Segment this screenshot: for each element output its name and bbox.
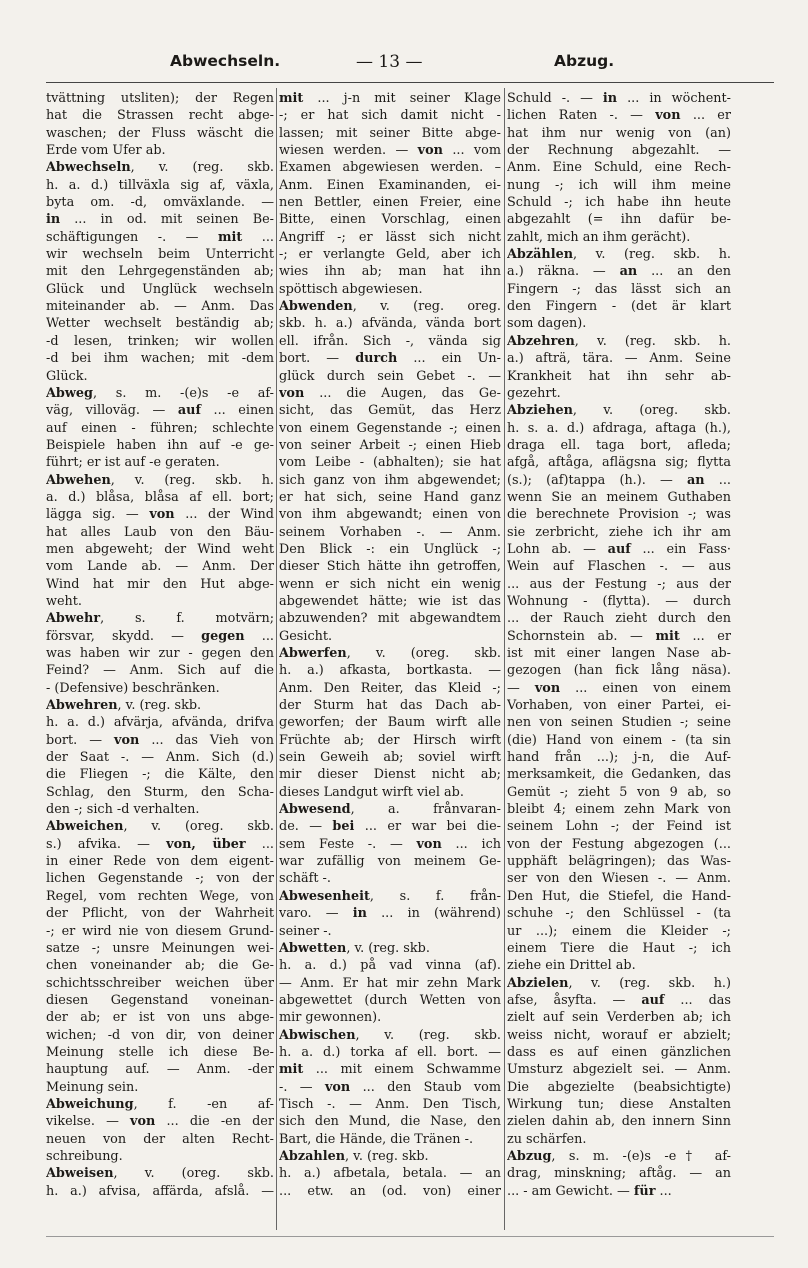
entry-line: zielen dahin ab, den innern Sinn (507, 1114, 731, 1130)
entry-line: a.) räkna. — an ... an den (507, 264, 731, 280)
footer-rule (46, 1236, 774, 1237)
entry-line: Bitte, einen Vorschlag, einen (279, 212, 501, 228)
entry-line: de. — bei ... er war bei die- (279, 819, 501, 835)
entry-line: Abweisen, v. (oreg. skb. (46, 1166, 274, 1182)
entry-line: nen Bettler, einen Freier, eine (279, 195, 501, 211)
entry-line: bleibt 4; einem zehn Mark von (507, 802, 731, 818)
entry-line: abzuwenden? mit abgewandtem (279, 611, 501, 627)
entry-line: ... - am Gewicht. — für ... (507, 1183, 672, 1199)
entry-line: försvar, skydd. — gegen ... (46, 628, 274, 644)
entry-line: Bart, die Hände, die Tränen -. (279, 1131, 474, 1147)
entry-line: ... aus der Festung -; aus der (507, 576, 731, 592)
entry-line: von ihm abgewandt; einen von (279, 507, 501, 523)
entry-line: Glück. (46, 368, 88, 384)
column-2 (279, 90, 501, 1230)
entry-line: war zufällig von meinem Ge- (279, 854, 501, 870)
entry-line: sich den Mund, die Nase, den (279, 1114, 501, 1130)
entry-line: Gemüt -; zieht 5 von 9 ab, so (507, 784, 731, 800)
entry-line: Abzehren, v. (reg. skb. h. (507, 333, 731, 349)
entry-line: seinem Vorhaben -. — Anm. (279, 524, 501, 540)
entry-line: weiss nicht, worauf er abzielt; (507, 1027, 731, 1043)
entry-line: afgå, aftåga, aflägsna sig; flytta (507, 455, 731, 471)
entry-line: der Saat -. — Anm. Sich (d.) (46, 750, 274, 766)
entry-line: die Fliegen -; die Kälte, den (46, 767, 274, 783)
entry-line: Abwehen, v. (reg. skb. h. (46, 472, 274, 488)
header-right-catchword: Abzug. (554, 52, 615, 70)
entry-line: (die) Hand von einem - (ta sin (507, 732, 731, 748)
entry-line: satze -; unsre Meinungen wei- (46, 940, 274, 956)
entry-line: Abzahlen, v. (reg. skb. (279, 1148, 429, 1164)
entry-line: weht. (46, 593, 82, 609)
entry-line: abgezahlt (= ihn dafür be- (507, 212, 731, 228)
column-3 (507, 90, 731, 1230)
entry-line: Abweichung, f. -en af- (46, 1096, 274, 1112)
entry-line: wenn Sie an meinem Guthaben (507, 489, 731, 505)
entry-line: väg, villoväg. — auf ... einen (46, 403, 274, 419)
entry-line: nen von seinen Studien -; seine (507, 715, 731, 731)
entry-line: Examen abgewiesen werden. – (279, 160, 501, 176)
entry-line: ell. ifrån. Sich -, vända sig (279, 333, 501, 349)
entry-line: s.) afvika. — von, über ... (46, 836, 274, 852)
entry-line: - (Defensive) beschränken. (46, 680, 220, 696)
entry-line: schäft -. (279, 871, 331, 887)
entry-line: Anm. Eine Schuld, eine Rech- (507, 160, 731, 176)
entry-line: upphäft belägringen); das Was- (507, 854, 731, 870)
entry-line: Abweg, s. m. -(e)s -e af- (46, 385, 274, 401)
entry-line: Anm. Den Reiter, das Kleid -; (279, 680, 501, 696)
entry-line: Abzielen, v. (reg. skb. h.) (507, 975, 731, 991)
entry-line: vom Leibe - (abhalten); sie hat (279, 455, 501, 471)
entry-line: som dagen). (507, 316, 587, 332)
entry-line: Gesicht. (279, 628, 333, 644)
entry-line: h. s. a. d.) afdraga, aftaga (h.), (507, 420, 731, 436)
entry-line: Meinung stelle ich diese Be- (46, 1044, 274, 1060)
entry-line: h. a. d.) tillväxla sig af, växla, (46, 177, 274, 193)
entry-line: Krankheit hat ihn sehr ab- (507, 368, 731, 384)
entry-line: h. a.) afvisa, affärda, afslå. — (46, 1183, 274, 1199)
entry-line: hauptung auf. — Anm. -der (46, 1062, 274, 1078)
entry-line: Wirkung tun; diese Anstalten (507, 1096, 731, 1112)
entry-line: Schuld -; ich habe ihn heute (507, 195, 731, 211)
entry-line: vikelse. — von ... die -en der (46, 1114, 274, 1130)
entry-line: -; er hat sich damit nicht - (279, 108, 501, 124)
entry-line: varo. — in ... in (während) (279, 906, 501, 922)
entry-line: Feind? — Anm. Sich auf die (46, 663, 274, 679)
entry-line: h. a.) afbetala, betala. — an (279, 1166, 501, 1182)
entry-line: schuhe -; den Schlüssel - (ta (507, 906, 731, 922)
entry-line: abgewettet (durch Wetten von (279, 992, 501, 1008)
entry-line: men abgeweht; der Wind weht (46, 541, 274, 557)
entry-line: lichen Raten -. — von ... er (507, 108, 731, 124)
entry-line: sein Geweih ab; soviel wirft (279, 750, 501, 766)
entry-line: spöttisch abgewiesen. (279, 281, 423, 297)
entry-line: byta om. -d, omväxlande. — (46, 195, 274, 211)
entry-line: Abziehen, v. (oreg. skb. (507, 403, 731, 419)
entry-line: Abwehr, s. f. motvärn; (46, 611, 274, 627)
column-divider-2 (504, 88, 505, 1230)
entry-line: ... der Rauch zieht durch den (507, 611, 731, 627)
entry-line: sie zerbricht, ziehe ich ihr am (507, 524, 731, 540)
entry-line: Den Hut, die Stiefel, die Hand- (507, 888, 731, 904)
entry-line: sem Feste -. — von ... ich (279, 836, 501, 852)
entry-line: Wind hat mir den Hut abge- (46, 576, 274, 592)
running-header (44, 52, 774, 82)
entry-line: er hat sich, seine Hand ganz (279, 489, 501, 505)
entry-line: von der Festung abgezogen (... (507, 836, 731, 852)
entry-line: mit ... j-n mit seiner Klage (279, 91, 501, 106)
entry-line: Angriff -; er lässt sich nicht (279, 229, 501, 245)
entry-line: von ... die Augen, das Ge- (279, 385, 501, 401)
entry-line: seinem Lohn -; der Feind ist (507, 819, 731, 835)
entry-line: (s.); (af)tappa (h.). — an ... (507, 472, 731, 488)
entry-line: -. — von ... den Staub vom (279, 1079, 501, 1095)
entry-line: -d bei ihm wachen; mit -dem (46, 351, 274, 367)
entry-line: der Pflicht, von der Wahrheit (46, 906, 274, 922)
column-divider-1 (276, 88, 277, 1230)
entry-line: Beispiele haben ihn auf -e ge- (46, 437, 274, 453)
entry-line: von einem Gegenstande -; einen (279, 420, 501, 436)
entry-line: ist mit einer langen Nase ab- (507, 646, 731, 661)
entry-line: Anm. Einen Examinanden, ei- (279, 177, 501, 193)
entry-line: Den Blick -: ein Unglück -; (279, 541, 501, 557)
entry-line: hat alles Laub von den Bäu- (46, 524, 274, 540)
entry-line: sich ganz von ihm abgewendet; (279, 472, 501, 488)
entry-line: Abwischen, v. (reg. skb. (279, 1027, 501, 1043)
page-number: — 13 — (356, 52, 423, 72)
entry-line: a.) afträ, tära. — Anm. Seine (507, 351, 731, 367)
entry-line: von seiner Arbeit -; einen Hieb (279, 437, 501, 453)
entry-line: Abwesenheit, s. f. från- (279, 888, 501, 904)
entry-line: ziehe ein Drittel ab. (507, 958, 636, 974)
entry-line: lichen Gegenstande -; von der (46, 871, 274, 887)
entry-line: Wohnung - (flytta). — durch (507, 593, 731, 609)
entry-line: mir dieser Dienst nicht ab; (279, 767, 501, 783)
entry-line: -d lesen, trinken; wir wollen (46, 333, 274, 349)
entry-line: wichen; -d von dir, von deiner (46, 1027, 274, 1043)
entry-line: geworfen; der Baum wirft alle (279, 715, 501, 731)
entry-line: einem Tiere die Haut -; ich (507, 940, 731, 956)
entry-line: Wetter wechselt beständig ab; (46, 316, 274, 332)
entry-line: abgewendet hätte; wie ist das (279, 593, 501, 609)
entry-line: hat ihm nur wenig von (an) (507, 125, 731, 141)
entry-line: schreibung. (46, 1148, 123, 1164)
entry-line: — Anm. Er hat mir zehn Mark (279, 975, 501, 991)
entry-line: Abwerfen, v. (oreg. skb. (279, 646, 501, 661)
entry-line: Fingern -; das lässt sich an (507, 281, 731, 297)
entry-line: wenn er sich nicht ein wenig (279, 576, 501, 592)
entry-line: Lohn ab. — auf ... ein Fass· (507, 541, 731, 557)
entry-line: glück durch sein Gebet -. — (279, 368, 501, 384)
entry-line: ser von den Wiesen -. — Anm. (507, 871, 731, 887)
entry-line: wies ihn ab; man hat ihn (279, 264, 501, 280)
entry-line: wiesen werden. — von ... vom (279, 143, 501, 159)
entry-line: Abwetten, v. (reg. skb. (279, 940, 430, 956)
entry-line: Glück und Unglück wechseln (46, 281, 274, 297)
entry-line: merksamkeit, die Gedanken, das (507, 767, 731, 783)
entry-line: Abwehren, v. (reg. skb. (46, 698, 202, 714)
entry-line: hand från ...); j-n, die Auf- (507, 750, 731, 766)
entry-line: Umsturz abgezielt sei. — Anm. (507, 1062, 731, 1078)
entry-line: ... etw. an (od. von) einer (279, 1183, 501, 1199)
entry-line: Meinung sein. (46, 1079, 139, 1095)
entry-line: ur ...); einem die Kleider -; (507, 923, 731, 939)
entry-line: in einer Rede von dem eigent- (46, 854, 274, 870)
entry-line: Schornstein ab. — mit ... er (507, 628, 731, 644)
entry-line: was haben wir zur - gegen den (46, 646, 274, 661)
entry-line: schäftigungen -. — mit ... (46, 229, 274, 245)
entry-line: den -; sich -d verhalten. (46, 802, 200, 818)
entry-line: gezogen (han fick lång näsa). (507, 663, 731, 679)
entry-line: bort. — durch ... ein Un- (279, 351, 501, 367)
entry-line: Abwesend, a. frånvaran- (279, 802, 501, 818)
entry-line: Die abgezielte (beabsichtigte) (507, 1079, 731, 1095)
entry-line: der Rechnung abgezahlt. — (507, 143, 731, 159)
entry-line: hat die Strassen recht abge- (46, 108, 274, 124)
entry-line: die berechnete Provision -; was (507, 507, 731, 523)
entry-line: auf einen - führen; schlechte (46, 420, 274, 436)
entry-line: dieser Stich hätte ihn getroffen, (279, 559, 501, 575)
entry-line: mir gewonnen). (279, 1010, 382, 1026)
entry-line: chen voneinander ab; die Ge- (46, 958, 274, 974)
entry-line: dieses Landgut wirft viel ab. (279, 784, 464, 800)
entry-line: bort. — von ... das Vieh von (46, 732, 274, 748)
entry-line: Schlag, den Sturm, den Scha- (46, 784, 274, 800)
entry-line: in ... in od. mit seinen Be- (46, 212, 274, 228)
entry-line: gezehrt. (507, 385, 561, 401)
entry-line: Abzählen, v. (reg. skb. h. (507, 247, 731, 263)
entry-line: zielt auf sein Verderben ab; ich (507, 1010, 731, 1026)
entry-line: drag, minskning; aftåg. — an (507, 1166, 731, 1182)
entry-line: nung -; ich will ihm meine (507, 177, 731, 193)
entry-line: h. a.) afkasta, bortkasta. — (279, 663, 501, 679)
entry-line: seiner -. (279, 923, 332, 939)
entry-line: diesen Gegenstand voneinan- (46, 992, 274, 1008)
entry-line: führt; er ist auf -e geraten. (46, 455, 220, 471)
entry-line: miteinander ab. — Anm. Das (46, 299, 274, 315)
entry-line: sicht, das Gemüt, das Herz (279, 403, 501, 419)
header-left-catchword: Abwechseln. (170, 52, 281, 70)
entry-line: — von ... einen von einem (507, 680, 731, 696)
entry-line: -; er wird nie von diesem Grund- (46, 923, 274, 939)
entry-line: draga ell. taga bort, afleda; (507, 437, 731, 453)
entry-line: der ab; er ist von uns abge- (46, 1010, 274, 1026)
entry-line: dass es auf einen gänzlichen (507, 1044, 731, 1060)
entry-line: -; er verlangte Geld, aber ich (279, 247, 501, 263)
entry-line: den Fingern - (det är klart (507, 299, 731, 315)
entry-line: Tisch -. — Anm. Den Tisch, (279, 1096, 501, 1112)
entry-line: vom Lande ab. — Anm. Der (46, 559, 274, 575)
entry-line: mit den Lehrgegenständen ab; (46, 264, 274, 280)
entry-line: zu schärfen. (507, 1131, 587, 1147)
header-rule (46, 82, 774, 83)
entry-line: lassen; mit seiner Bitte abge- (279, 125, 501, 141)
entry-line: Früchte ab; der Hirsch wirft (279, 732, 501, 748)
entry-line: h. a. d.) torka af ell. bort. — (279, 1044, 501, 1060)
entry-line: Abwechseln, v. (reg. skb. (46, 160, 274, 176)
entry-line: skb. h. a.) afvända, vända bort (279, 316, 501, 332)
entry-line: Abwenden, v. (reg. oreg. (279, 299, 501, 315)
entry-line: mit ... mit einem Schwamme (279, 1062, 501, 1078)
entry-line: der Sturm hat das Dach ab- (279, 698, 501, 714)
entry-line: Abweichen, v. (oreg. skb. (46, 819, 274, 835)
entry-line: neuen von der alten Recht- (46, 1131, 274, 1147)
entry-line: Regel, vom rechten Wege, von (46, 888, 274, 904)
entry-line: Vorhaben, von einer Partei, ei- (507, 698, 731, 714)
entry-line: h. a. d.) på vad vinna (af). (279, 958, 501, 974)
entry-line: Schuld -. — in ... in wöchent- (507, 91, 731, 106)
entry-line: Wein auf Flaschen -. — aus (507, 559, 731, 575)
entry-line: schichtsschreiber weichen über (46, 975, 274, 991)
entry-line: a. d.) blåsa, blåsa af ell. bort; (46, 489, 274, 505)
entry-line: tvättning utsliten); der Regen (46, 91, 274, 106)
entry-line: waschen; der Fluss wäscht die (46, 125, 274, 141)
entry-line: lägga sig. — von ... der Wind (46, 507, 274, 523)
entry-line: zahlt, mich an ihm gerächt). (507, 229, 691, 245)
column-1 (46, 90, 274, 1230)
entry-line: Abzug, s. m. -(e)s -e† af- (507, 1148, 731, 1164)
entry-line: Erde vom Ufer ab. (46, 143, 166, 159)
entry-line: wir wechseln beim Unterricht (46, 247, 274, 263)
entry-line: afse, åsyfta. — auf ... das (507, 992, 731, 1008)
entry-line: h. a. d.) afvärja, afvända, drifva (46, 715, 274, 731)
